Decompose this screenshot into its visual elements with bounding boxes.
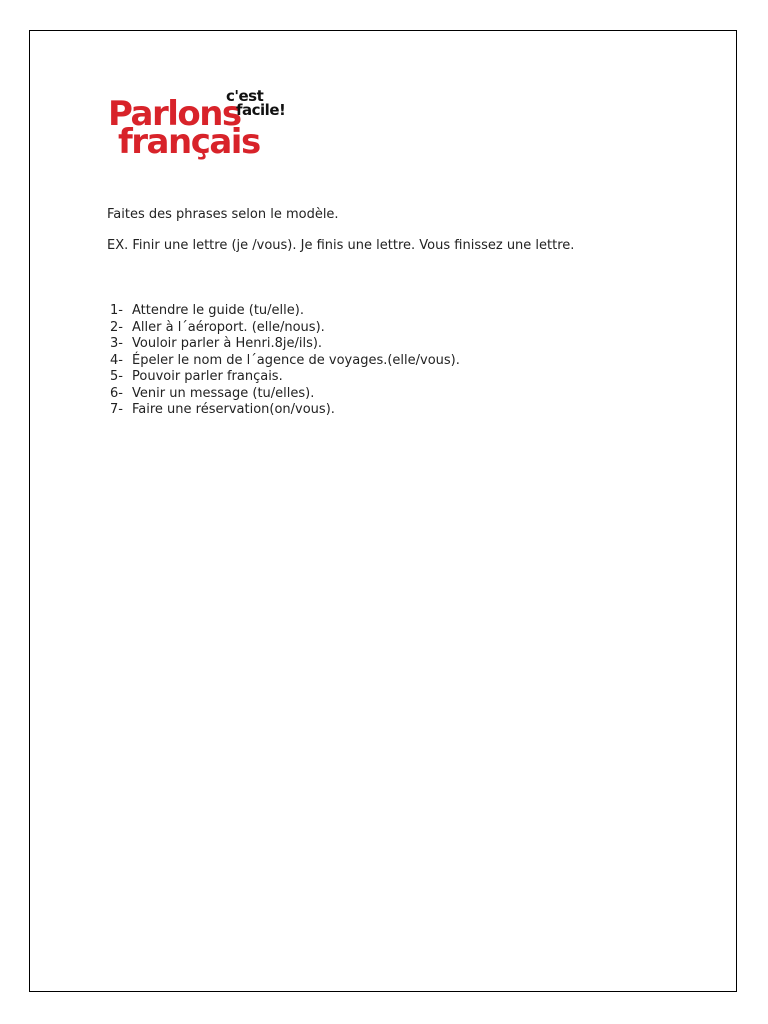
document-page xyxy=(29,30,737,992)
item-number: 1- xyxy=(110,303,123,318)
item-number: 3- xyxy=(110,336,123,351)
item-text: Vouloir parler à Henri.8je/ils). xyxy=(132,336,323,351)
item-text: Faire une réservation(on/vous). xyxy=(132,402,335,417)
logo-line1: Parlons xyxy=(108,94,241,134)
logo-line2: français xyxy=(118,122,260,162)
list-item xyxy=(110,402,460,419)
item-number: 7- xyxy=(110,402,123,417)
item-number: 2- xyxy=(110,319,123,335)
list-item xyxy=(110,369,460,386)
list-item xyxy=(110,353,460,370)
item-text: Attendre le guide (tu/elle). xyxy=(132,303,304,318)
list-item xyxy=(110,386,460,403)
item-number: 4- xyxy=(110,352,123,368)
list-item xyxy=(110,320,460,337)
example-text: EX. Finir une lettre (je /vous). Je finis une lettre. Vous finissez une lettre. xyxy=(107,238,575,253)
item-text: Épeler le nom de l´agence de voyages.(elle/vous). xyxy=(132,352,460,368)
item-number: 6- xyxy=(110,385,123,401)
instruction-text: Faites des phrases selon le modèle. xyxy=(107,207,339,222)
item-number: 5- xyxy=(110,369,123,384)
parlons-francais-logo xyxy=(108,87,308,162)
item-text: Aller à l´aéroport. (elle/nous). xyxy=(132,319,325,335)
list-item xyxy=(110,336,460,353)
logo-tagline2: facile! xyxy=(236,101,286,119)
list-item xyxy=(110,303,460,320)
item-text: Venir un message (tu/elles). xyxy=(132,385,315,401)
logo-tagline1: c'est xyxy=(226,87,264,105)
item-text: Pouvoir parler français. xyxy=(132,369,283,384)
exercise-list xyxy=(110,303,460,419)
